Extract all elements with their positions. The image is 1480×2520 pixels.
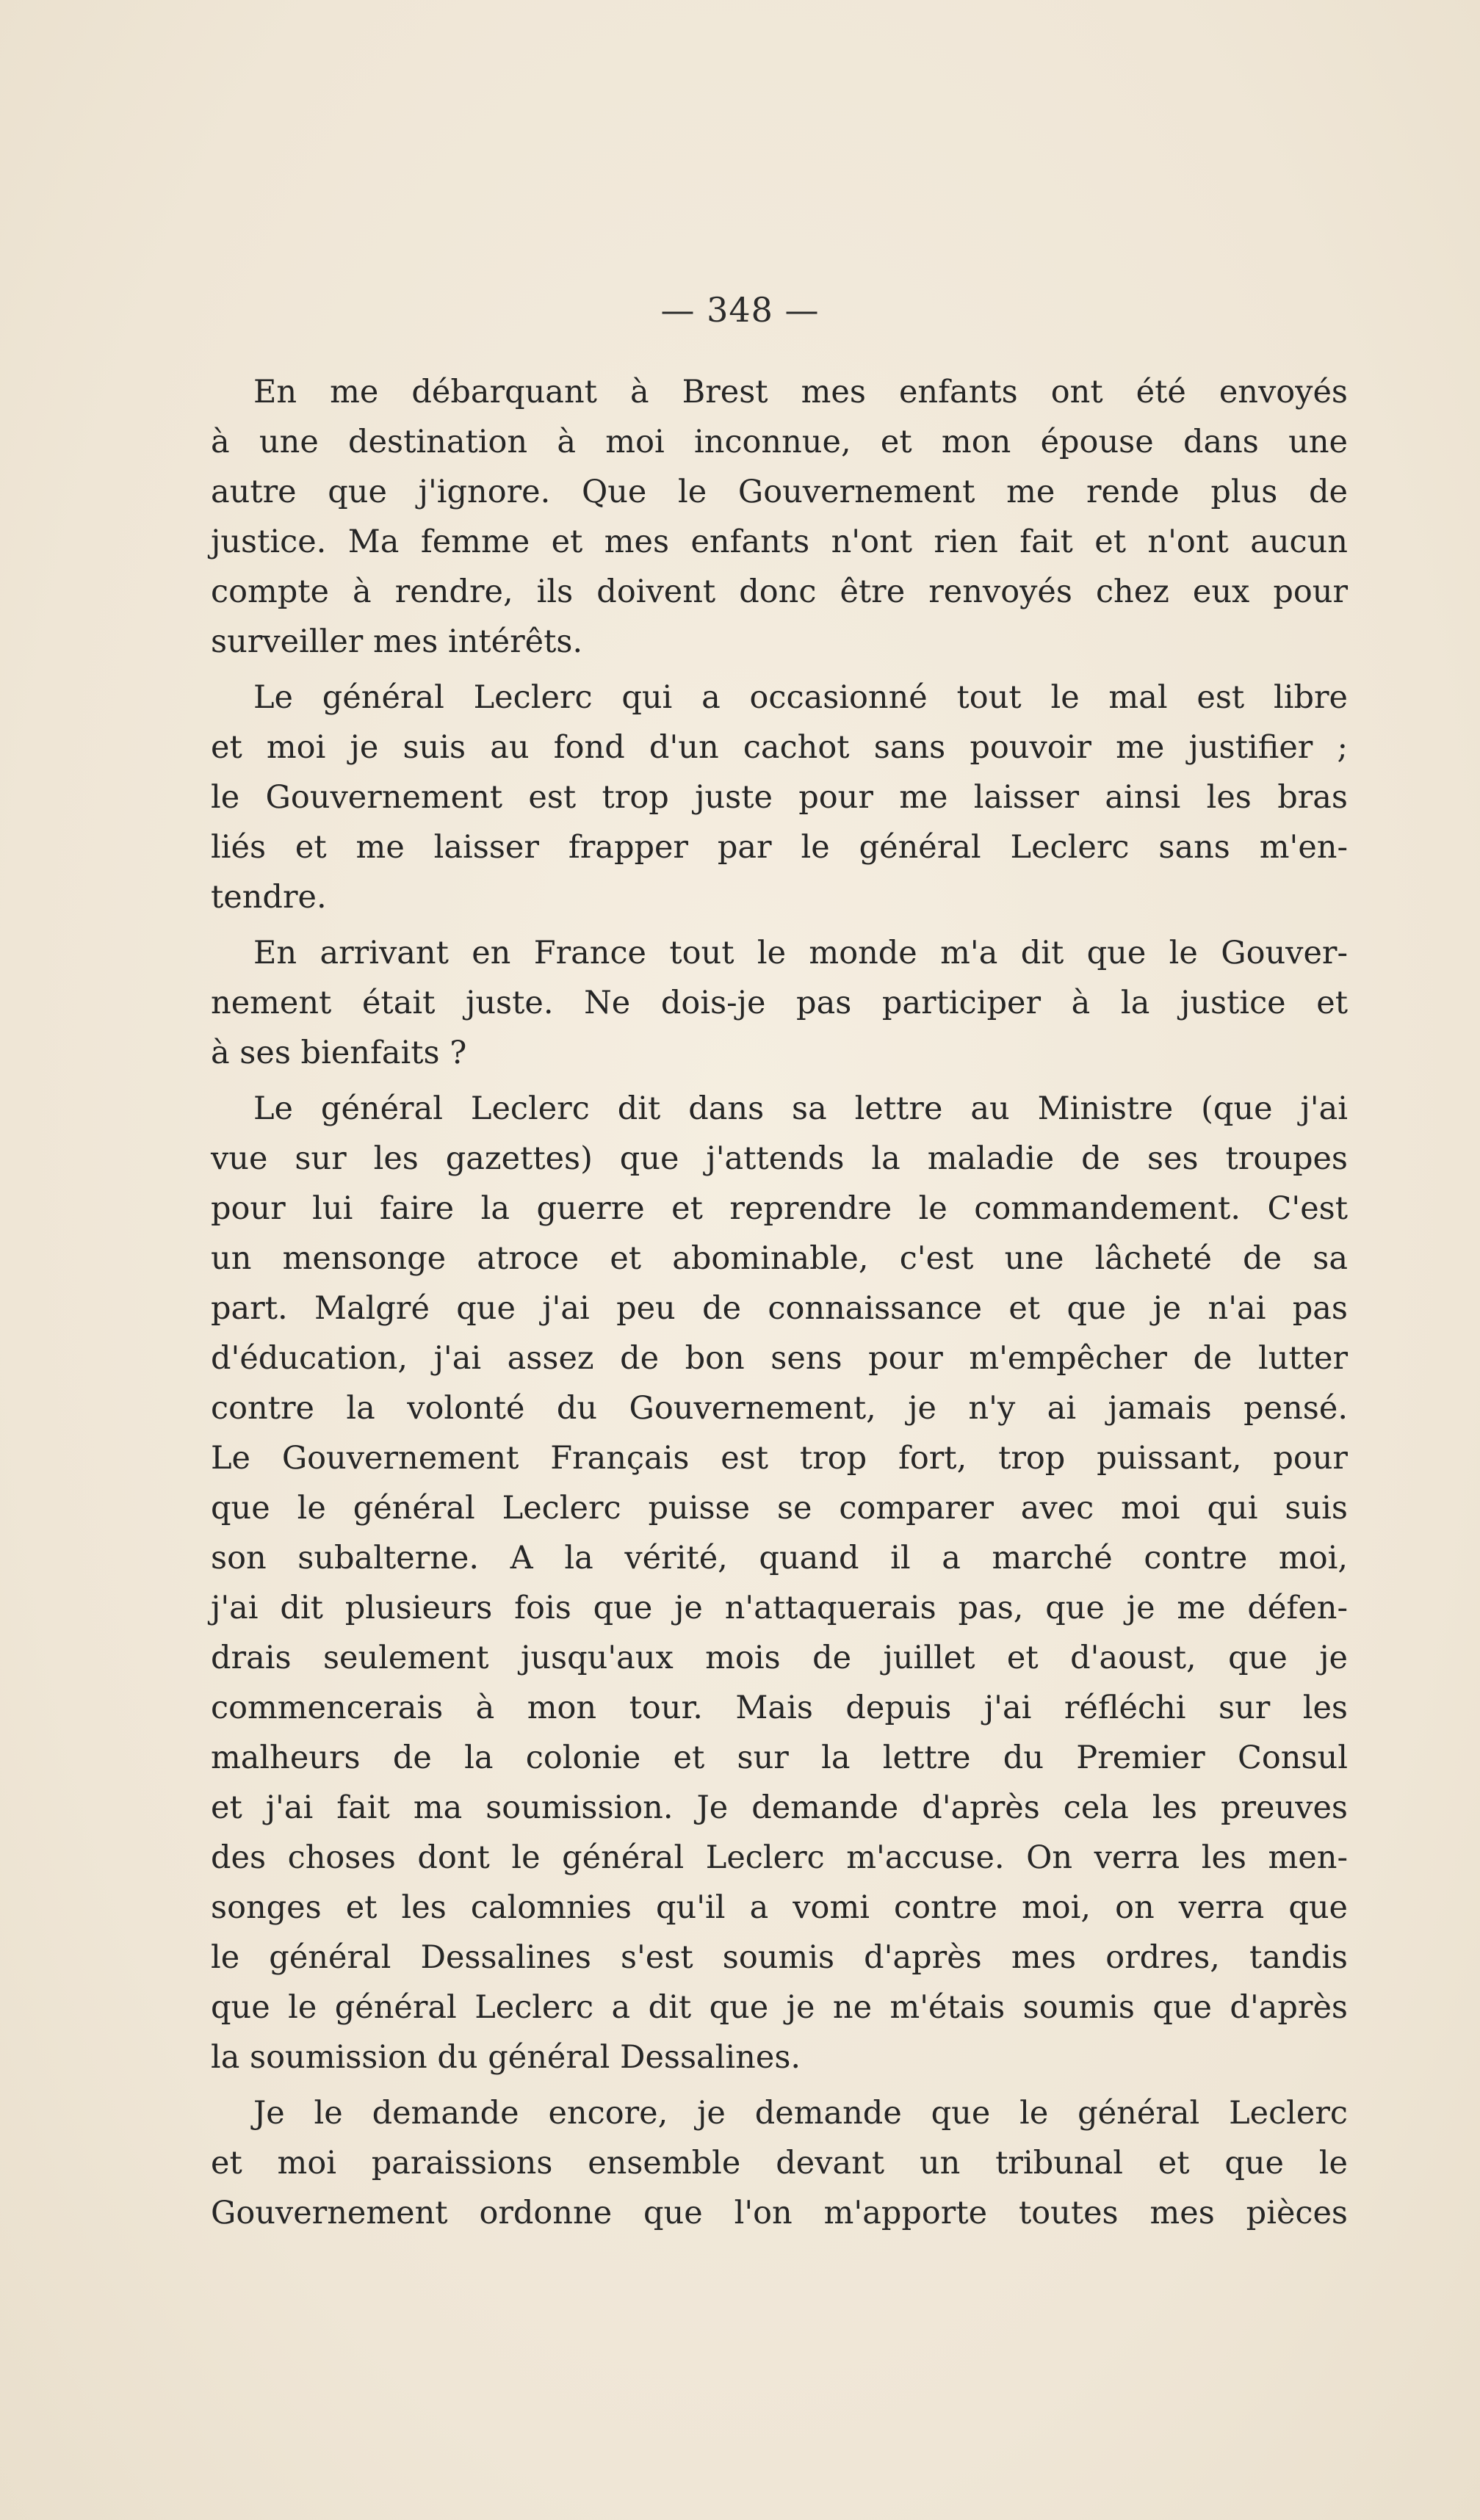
text-line: que le général Leclerc a dit que je ne m'étais soumis que d'après bbox=[211, 1989, 1348, 2026]
text-line: Le général Leclerc dit dans sa lettre au Ministre (que j'ai bbox=[253, 1090, 1348, 1127]
text-line: et j'ai fait ma soumission. Je demande d'après cela les preuves bbox=[211, 1789, 1348, 1826]
page-number: — 348 — bbox=[660, 290, 820, 330]
text-line: compte à rendre, ils doivent donc être renvoyés chez eux pour bbox=[211, 573, 1348, 610]
text-line: d'éducation, j'ai assez de bon sens pour m'empêcher de lutter bbox=[211, 1340, 1348, 1377]
text-line: drais seulement jusqu'aux mois de juillet et d'aoust, que je bbox=[211, 1640, 1348, 1676]
text-line: justice. Ma femme et mes enfants n'ont rien fait et n'ont aucun bbox=[211, 524, 1348, 560]
text-line: commencerais à mon tour. Mais depuis j'ai réfléchi sur les bbox=[211, 1690, 1348, 1726]
paragraph bbox=[211, 673, 1348, 922]
text-line: Je le demande encore, je demande que le général Leclerc bbox=[253, 2095, 1348, 2132]
text-line: et moi paraissions ensemble devant un tribunal et que le bbox=[211, 2145, 1348, 2182]
text-line: un mensonge atroce et abominable, c'est une lâcheté de sa bbox=[211, 1240, 1348, 1277]
paragraph bbox=[211, 928, 1348, 1078]
text-line: à une destination à moi inconnue, et mon épouse dans une bbox=[211, 424, 1348, 460]
paragraph bbox=[211, 1084, 1348, 2082]
paragraph bbox=[211, 2088, 1348, 2238]
text-line: tendre. bbox=[211, 879, 327, 916]
text-line: à ses bienfaits ? bbox=[211, 1035, 467, 1071]
text-line: surveiller mes intérêts. bbox=[211, 623, 583, 660]
text-line: En arrivant en France tout le monde m'a dit que le Gouver- bbox=[253, 935, 1348, 971]
text-line: contre la volonté du Gouvernement, je n'y ai jamais pensé. bbox=[211, 1390, 1348, 1427]
text-line: vue sur les gazettes) que j'attends la maladie de ses troupes bbox=[211, 1140, 1348, 1177]
text-line: Gouvernement ordonne que l'on m'apporte toutes mes pièces bbox=[211, 2195, 1348, 2231]
text-line: part. Malgré que j'ai peu de connaissance et que je n'ai pas bbox=[211, 1290, 1348, 1327]
text-line: Le Gouvernement Français est trop fort, trop puissant, pour bbox=[211, 1440, 1348, 1477]
text-line: nement était juste. Ne dois-je pas participer à la justice et bbox=[211, 985, 1348, 1021]
text-line: et moi je suis au fond d'un cachot sans pouvoir me justifier ; bbox=[211, 729, 1348, 766]
text-line: j'ai dit plusieurs fois que je n'attaquerais pas, que je me défen- bbox=[211, 1590, 1348, 1626]
text-line: liés et me laisser frapper par le général Leclerc sans m'en- bbox=[211, 829, 1348, 866]
text-line: malheurs de la colonie et sur la lettre du Premier Consul bbox=[211, 1739, 1348, 1776]
text-line: le général Dessalines s'est soumis d'après mes ordres, tandis bbox=[211, 1939, 1348, 1976]
text-line: que le général Leclerc puisse se comparer avec moi qui suis bbox=[211, 1490, 1348, 1527]
text-line: autre que j'ignore. Que le Gouvernement me rende plus de bbox=[211, 474, 1348, 510]
text-line: son subalterne. A la vérité, quand il a marché contre moi, bbox=[211, 1540, 1348, 1576]
text-line: songes et les calomnies qu'il a vomi contre moi, on verra que bbox=[211, 1889, 1348, 1926]
text-line: des choses dont le général Leclerc m'accuse. On verra les men- bbox=[211, 1839, 1348, 1876]
text-line: la soumission du général Dessalines. bbox=[211, 2039, 801, 2076]
text-line: le Gouvernement est trop juste pour me laisser ainsi les bras bbox=[211, 779, 1348, 816]
text-line: Le général Leclerc qui a occasionné tout le mal est libre bbox=[253, 679, 1348, 716]
body-text bbox=[211, 367, 1348, 2244]
text-line: En me débarquant à Brest mes enfants ont été envoyés bbox=[253, 374, 1348, 410]
paragraph bbox=[211, 367, 1348, 667]
text-line: pour lui faire la guerre et reprendre le commandement. C'est bbox=[211, 1190, 1348, 1227]
